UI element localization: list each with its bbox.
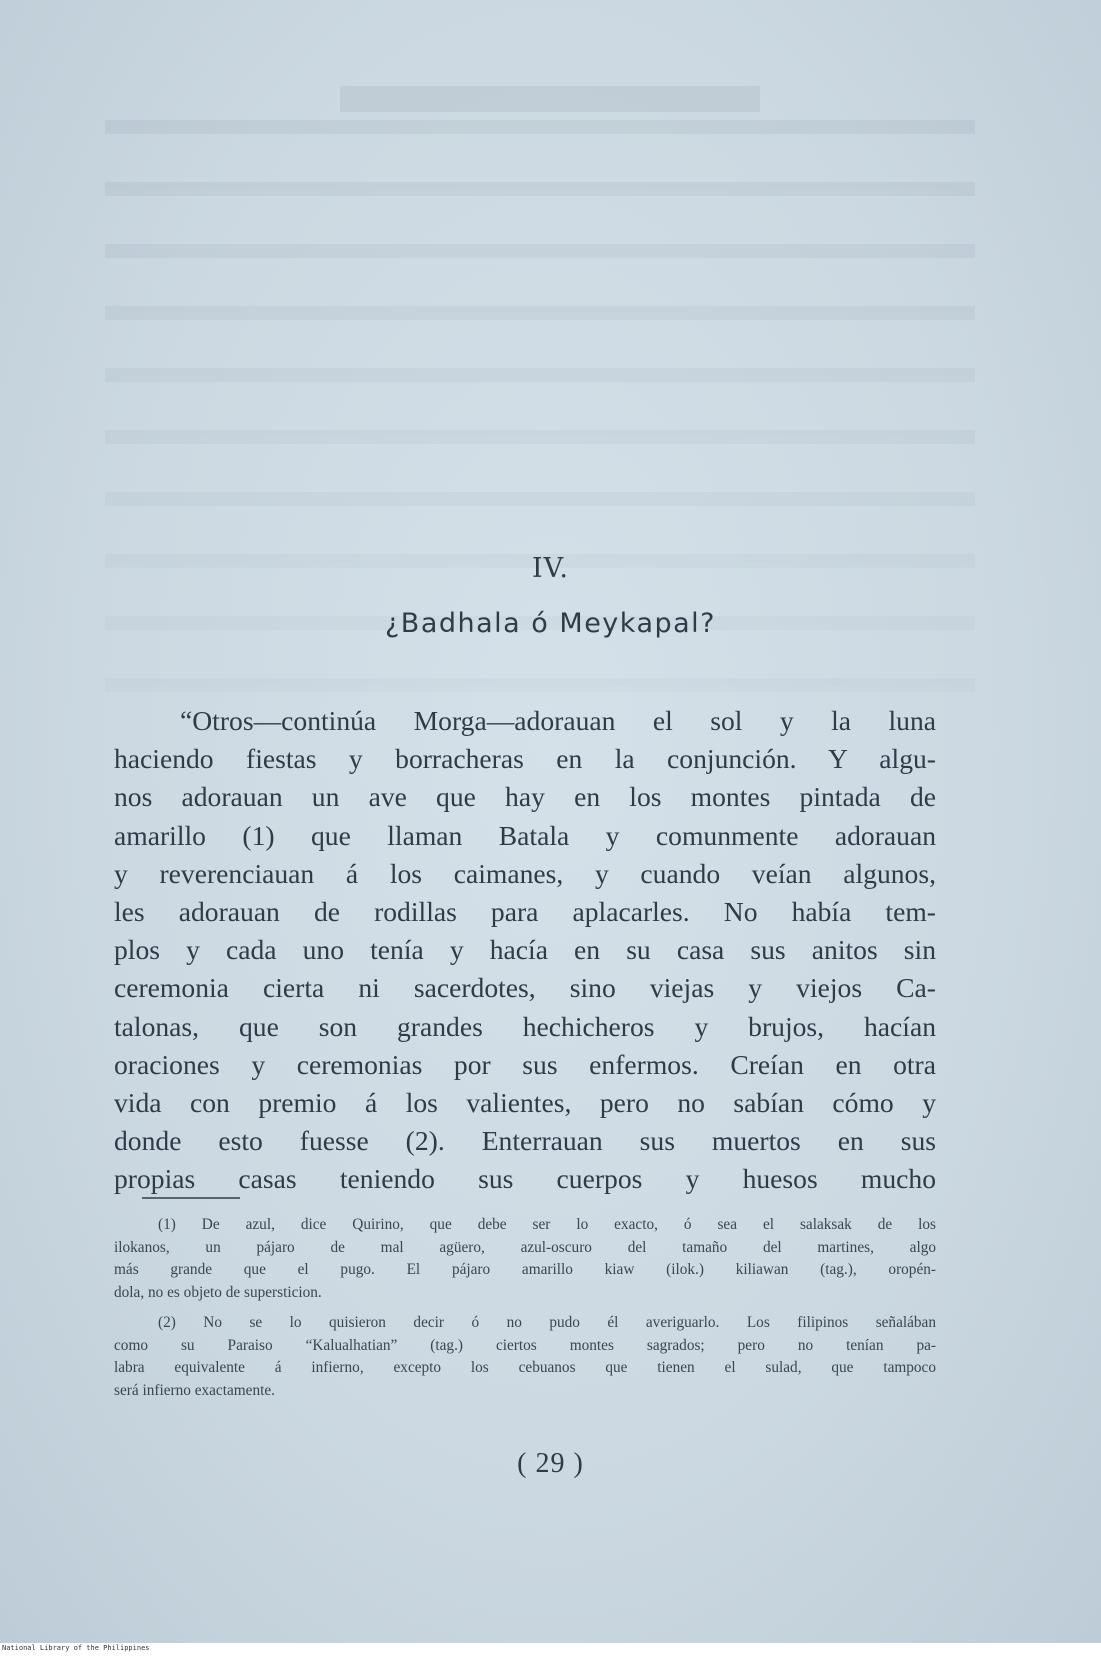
footnotes [114, 1214, 936, 1402]
footnote-1-line: ilokanos, un pájaro de mal agüero, azul-oscuro del tamaño del martines, algo [114, 1238, 936, 1256]
credit-strip [0, 1643, 1101, 1658]
body-line: propias casas teniendo sus cuerpos y huesos mucho [114, 1163, 936, 1195]
library-credit: National Library of the Philippines [2, 1644, 150, 1652]
footnote-2-line: labra equivalente á infierno, excepto los cebuanos que tienen el sulad, que tampoco [114, 1359, 936, 1376]
footnote-2-line: como su Paraiso “Kalualhatian” (tag.) ciertos montes sagrados; pero no tenían pa- [114, 1336, 936, 1354]
footnote-1-line: dola, no es objeto de supersticion. [114, 1283, 322, 1301]
footnote-1-line: (1) De azul, dice Quirino, que debe ser lo exacto, ó sea el salaksak de los [158, 1216, 936, 1233]
footnote-2-line: será infierno exactamente. [114, 1381, 275, 1399]
footnote-rule [142, 1197, 240, 1199]
footnote-1-line: más grande que el pugo. El pájaro amarillo kiaw (ilok.) kiliawan (tag.), oropén- [114, 1261, 936, 1278]
page-number: ( 29 ) [517, 1448, 584, 1479]
body-line: vida con premio á los valientes, pero no sabían cómo y [114, 1087, 936, 1119]
body-line: “Otros—continúa Morga—adorauan el sol y la luna [180, 705, 936, 736]
chapter-number: IV. [531, 553, 570, 584]
footnote-2-line: (2) No se lo quisieron decir ó no pudo él averiguarlo. Los filipinos señalában [158, 1314, 936, 1331]
body-line: talonas, que son grandes hechicheros y brujos, hacían [114, 1010, 936, 1042]
body-line: les adorauan de rodillas para aplacarles. No había tem- [114, 896, 936, 928]
body-line: haciendo fiestas y borracheras en la conjunción. Y algu- [114, 743, 936, 775]
body-line: ceremonia cierta ni sacerdotes, sino viejas y viejos Ca- [114, 972, 936, 1004]
body-line: oraciones y ceremonias por sus enfermos. Creían en otra [114, 1048, 936, 1080]
body-text [114, 702, 936, 1199]
body-line: nos adorauan un ave que hay en los montes pintada de [114, 781, 936, 813]
body-line: amarillo (1) que llaman Batala y comunmente adorauan [114, 819, 936, 851]
body-line: plos y cada uno tenía y hacía en su casa sus anitos sin [114, 934, 936, 966]
chapter-title: ¿Badhala ó Meykapal? [384, 608, 717, 639]
body-line: donde esto fuesse (2). Enterrauan sus muertos en sus [114, 1125, 936, 1157]
body-line: y reverenciauan á los caimanes, y cuando veían algunos, [114, 857, 936, 889]
